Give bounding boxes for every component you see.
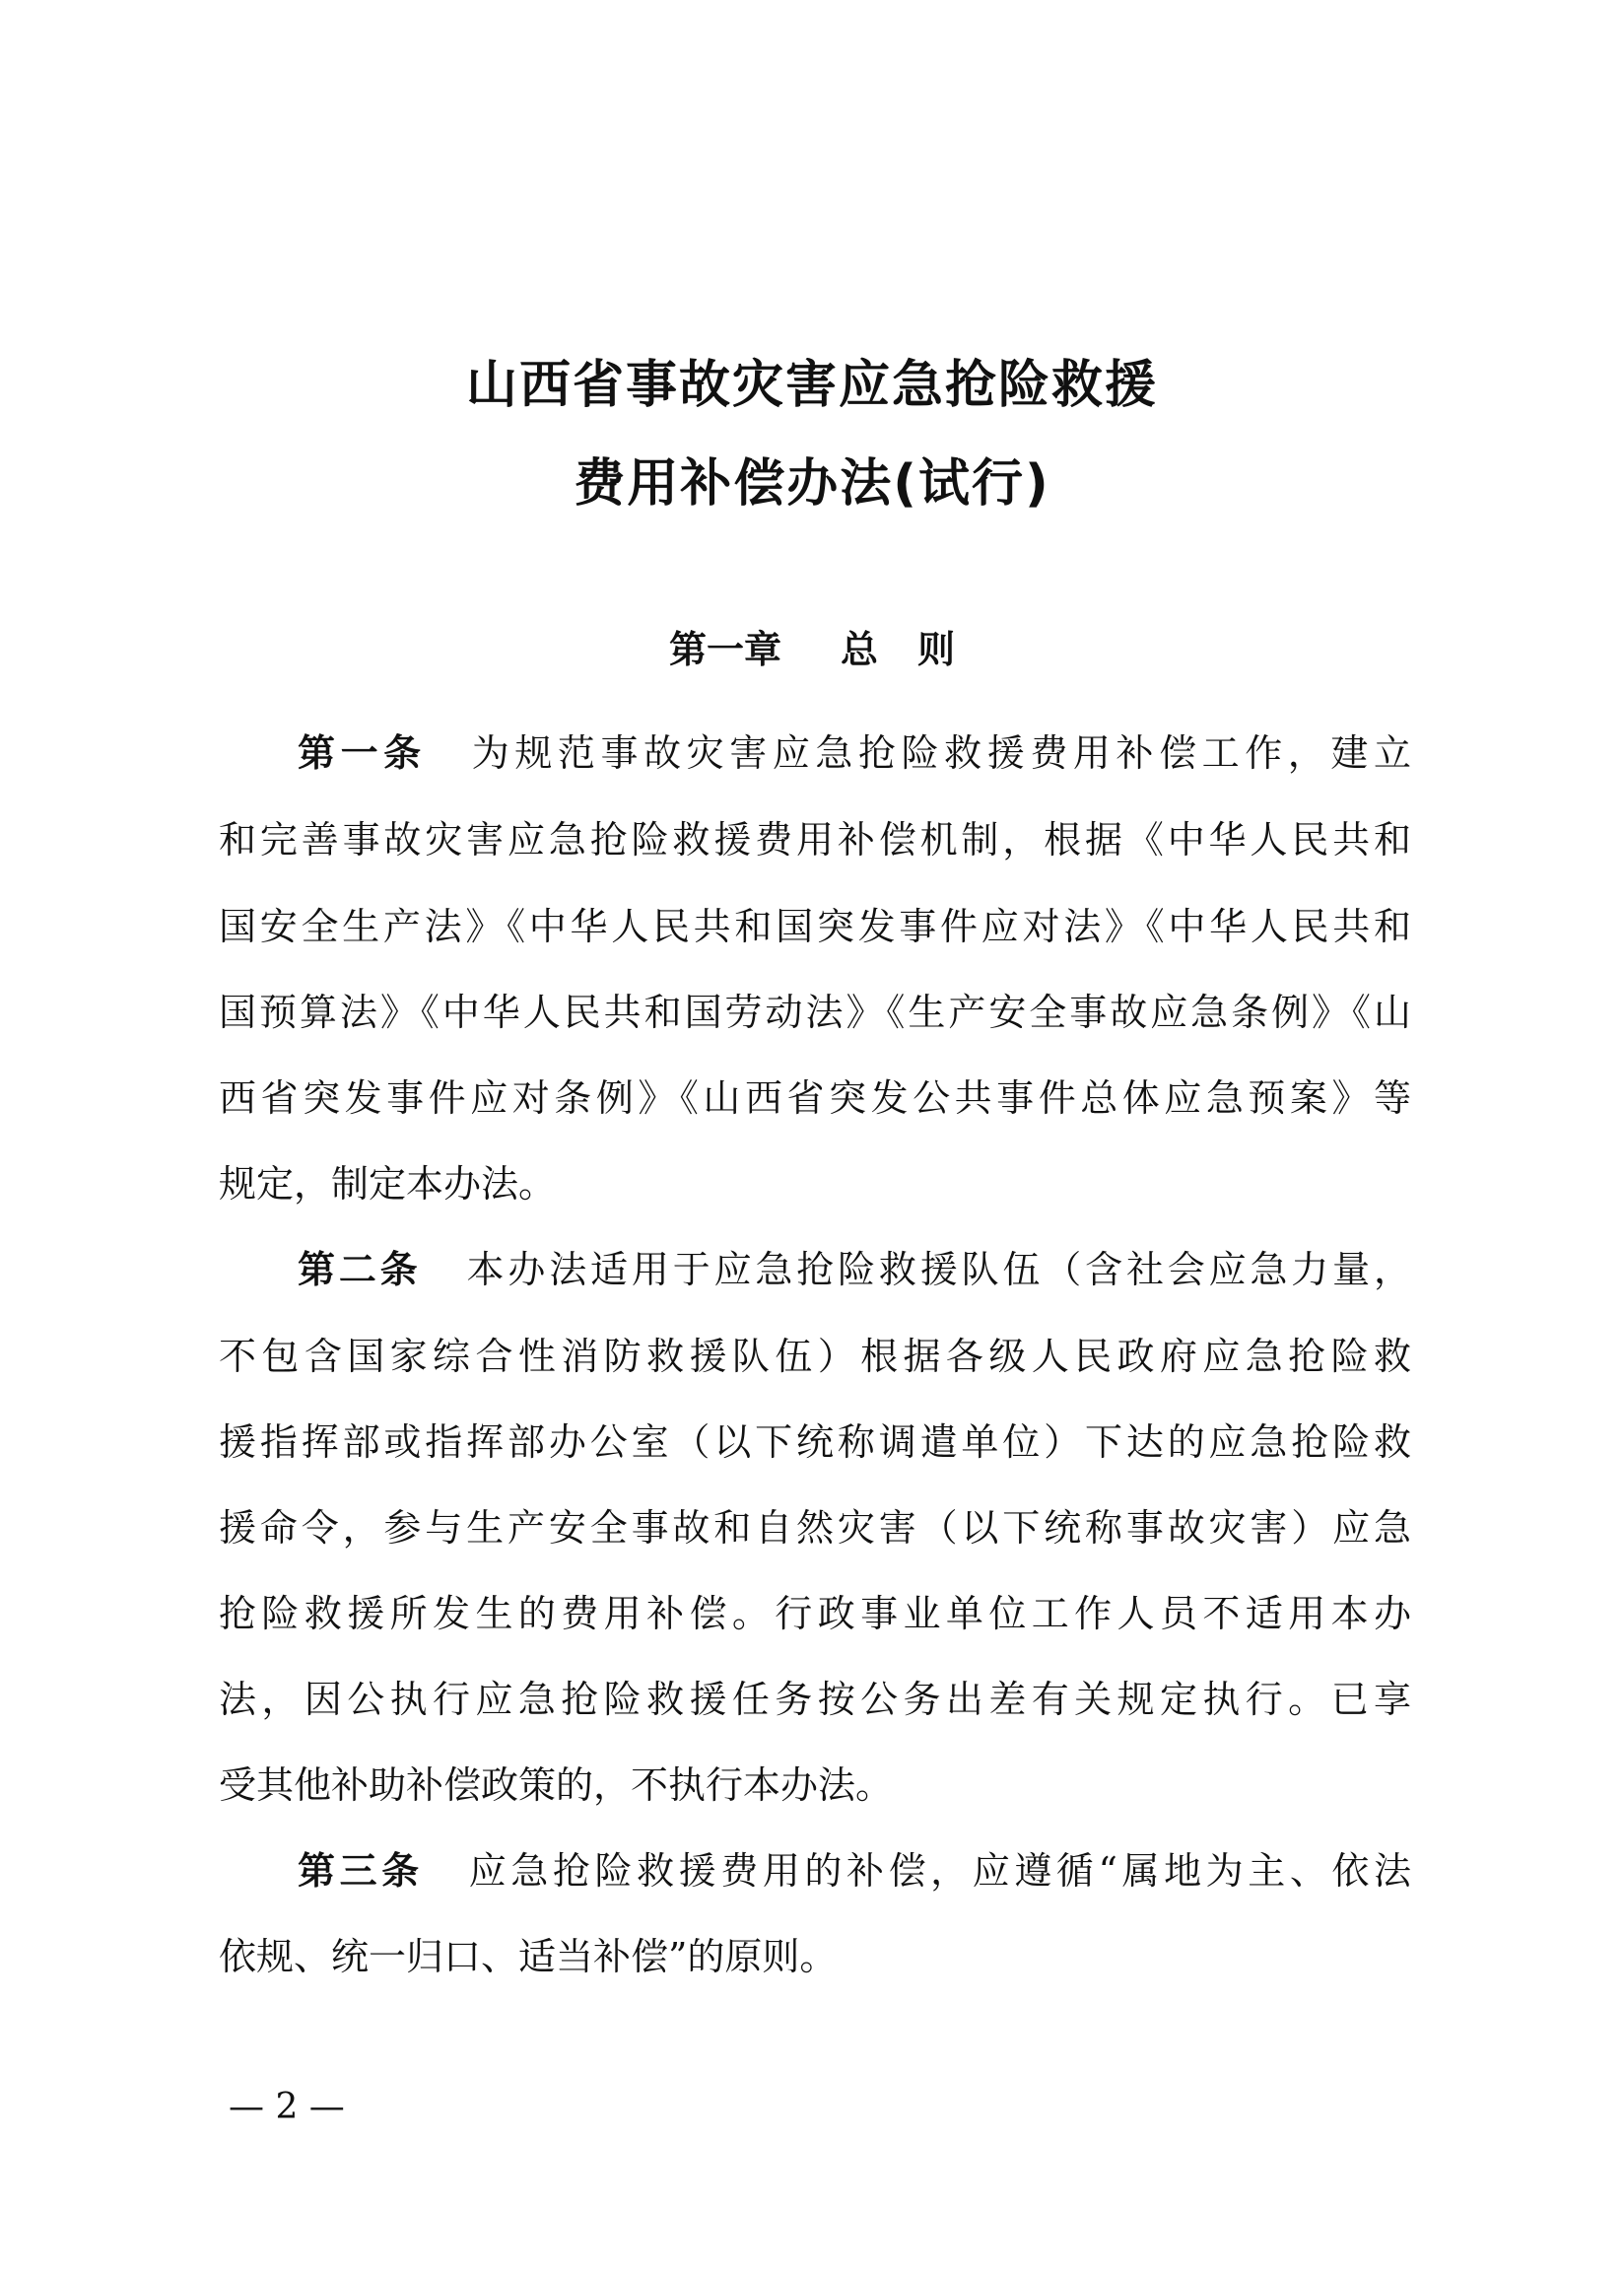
- article-3-line-1: 第三条 应急抢险救援费用的补偿，应遵循“属地为主、依法: [298, 1849, 1411, 1893]
- article-2-line-6: 法，因公执行应急抢险救援任务按公务出差有关规定执行。已享: [219, 1678, 1411, 1721]
- article-1-line-1: 第一条 为规范事故灾害应急抢险救援费用补偿工作，建立: [298, 731, 1411, 775]
- article-1-line-3: 国安全生产法》《中华人民共和国突发事件应对法》《中华人民共和: [219, 905, 1411, 948]
- page-number: — 2 —: [229, 2087, 345, 2127]
- article-2-line-3: 援指挥部或指挥部办公室（以下统称调遣单位）下达的应急抢险救: [219, 1420, 1411, 1464]
- article-2-line-5: 抢险救援所发生的费用补偿。行政事业单位工作人员不适用本办: [219, 1592, 1411, 1635]
- article-1-line-4: 国预算法》《中华人民共和国劳动法》《生产安全事故应急条例》《山: [219, 991, 1411, 1034]
- chapter-number: 第一章: [668, 628, 781, 671]
- article-1-label: 第一条: [298, 731, 427, 775]
- article-2-line-4: 援命令，参与生产安全事故和自然灾害（以下统称事故灾害）应急: [219, 1506, 1411, 1550]
- article-1-line-2: 和完善事故灾害应急抢险救援费用补偿机制，根据《中华人民共和: [219, 818, 1411, 862]
- document-title-line-1: 山西省事故灾害应急抢险救援: [465, 356, 1158, 415]
- article-2-line-7: 受其他补助补偿政策的，不执行本办法。: [219, 1763, 894, 1807]
- article-2-label: 第二条: [298, 1248, 422, 1291]
- chapter-heading: [0, 628, 1624, 671]
- chapter-name-part1: 总: [840, 628, 878, 671]
- document-title-line-2: 费用补偿办法(试行): [574, 454, 1050, 514]
- article-3-line-2: 依规、统一归口、适当补偿”的原则。: [219, 1935, 838, 1978]
- article-3-label: 第三条: [298, 1849, 424, 1893]
- article-2-line-1: 第二条 本办法适用于应急抢险救援队伍（含社会应急力量，: [298, 1248, 1411, 1291]
- article-1-line-6: 规定，制定本办法。: [219, 1162, 557, 1206]
- article-2-line-2: 不包含国家综合性消防救援队伍）根据各级人民政府应急抢险救: [219, 1335, 1411, 1378]
- article-1-line-5: 西省突发事件应对条例》《山西省突发公共事件总体应急预案》等: [219, 1076, 1411, 1120]
- chapter-name-part2: 则: [917, 628, 956, 671]
